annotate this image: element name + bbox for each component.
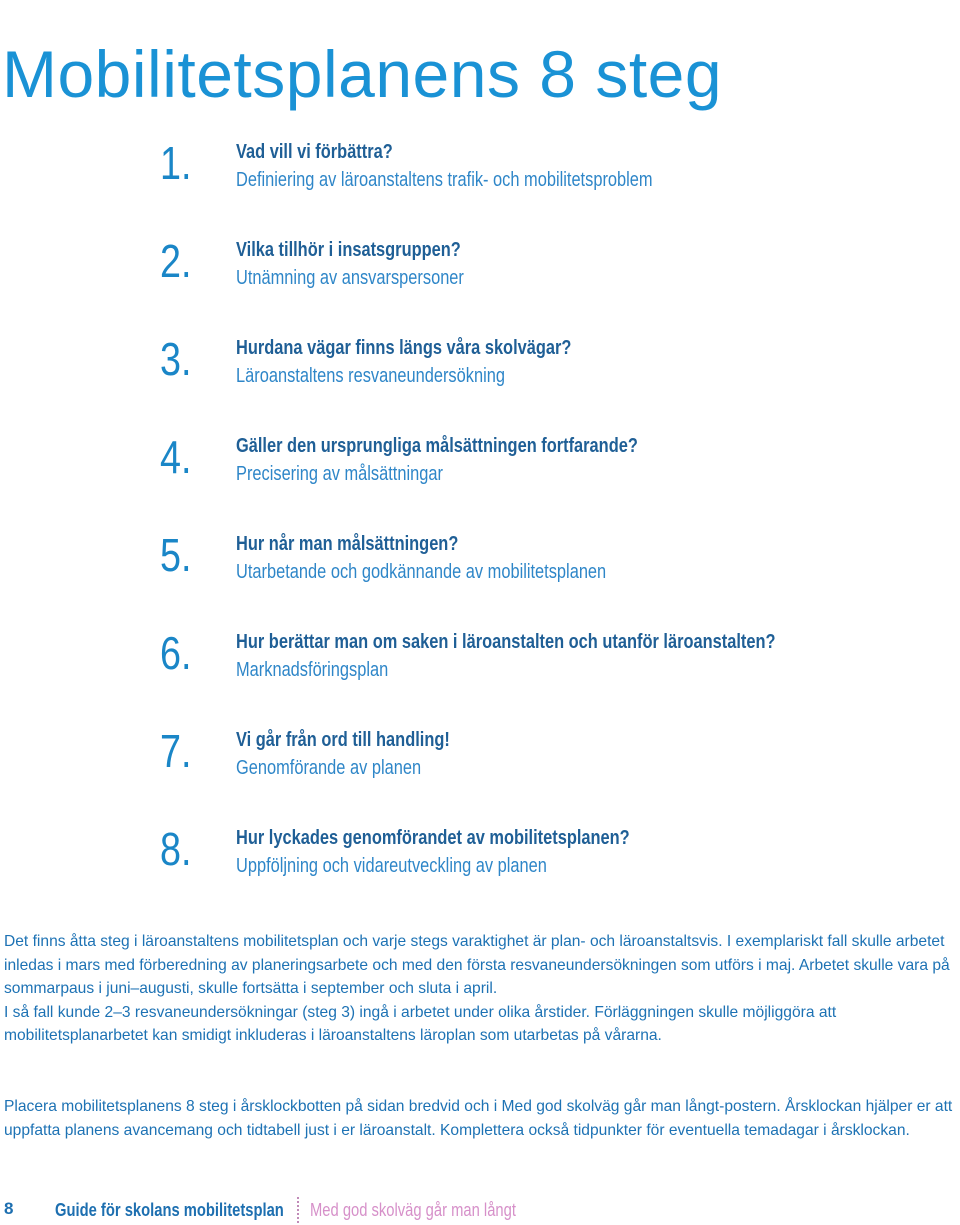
step-description: Uppföljning och vidareutveckling av planen [236, 855, 547, 877]
step-description: Utarbetande och godkännande av mobilitetsplanen [236, 561, 607, 583]
step-question: Hurdana vägar finns längs våra skolvägar? [236, 337, 572, 359]
step-question: Hur lyckades genomförandet av mobilitetsplanen? [236, 827, 630, 849]
step-number: 3. [160, 333, 192, 385]
step-number: 2. [160, 235, 192, 287]
step-question: Hur berättar man om saken i läroanstalten och utanför läroanstalten? [236, 631, 776, 653]
step-description: Precisering av målsättningar [236, 463, 443, 485]
step-item [0, 137, 960, 230]
step-number: 1. [160, 137, 192, 189]
body-paragraph: I så fall kunde 2–3 resvaneundersökningar (steg 3) ingå i arbetet under olika årstider. Förläggningen skulle möjliggöra att mobilitetsplanarbetet kan smidigt inkluderas i läroanstaltens läroplan som utarbetas på vårarna. [4, 1003, 837, 1044]
step-item [0, 431, 960, 524]
instruction-text [4, 1095, 956, 1142]
step-item [0, 725, 960, 818]
footer-divider [297, 1197, 299, 1223]
page-title: Mobilitetsplanens 8 steg [2, 37, 723, 112]
campaign-name: Med god skolväg går man långt [310, 1200, 516, 1220]
step-question: Hur når man målsättningen? [236, 533, 459, 555]
step-item [0, 333, 960, 426]
guide-title: Guide för skolans mobilitetsplan [55, 1200, 284, 1220]
step-item [0, 529, 960, 622]
step-number: 8. [160, 823, 192, 875]
step-question: Vilka tillhör i insatsgruppen? [236, 239, 461, 261]
step-description: Utnämning av ansvarspersoner [236, 267, 464, 289]
step-number: 7. [160, 725, 192, 777]
step-question: Vi går från ord till handling! [236, 729, 450, 751]
step-number: 4. [160, 431, 192, 483]
step-item [0, 823, 960, 916]
step-item [0, 235, 960, 328]
body-paragraph: Placera mobilitetsplanens 8 steg i årsklockbotten på sidan bredvid och i Med god skolväg går man långt-postern. Årsklockan hjälper er att uppfatta planens avancemang och tidtabell just i er läroanstalt. Komplettera också tidpunkter för eventuella temadagar i årsklockan. [4, 1098, 953, 1139]
step-question: Gäller den ursprungliga målsättningen fortfarande? [236, 435, 638, 457]
step-description: Genomförande av planen [236, 757, 422, 779]
intro-text [4, 930, 956, 1048]
step-description: Marknadsföringsplan [236, 659, 389, 681]
body-paragraph: Det finns åtta steg i läroanstaltens mobilitetsplan och varje stegs varaktighet är plan- och läroanstaltsvis. I exemplariskt fall skulle arbetet inledas i mars med förberedning av planeringsarbete och med den första resvaneundersökningen som utförs i maj. Arbetet skulle vara på sommarpaus i juni–augusti, skulle fortsätta i september och sluta i april. [4, 933, 950, 997]
step-description: Definiering av läroanstaltens trafik- och mobilitetsproblem [236, 169, 653, 191]
step-item [0, 627, 960, 720]
page-number: 8 [4, 1199, 14, 1218]
step-question: Vad vill vi förbättra? [236, 141, 393, 163]
step-number: 5. [160, 529, 192, 581]
step-number: 6. [160, 627, 192, 679]
step-description: Läroanstaltens resvaneundersökning [236, 365, 505, 387]
page-footer [0, 1195, 960, 1225]
